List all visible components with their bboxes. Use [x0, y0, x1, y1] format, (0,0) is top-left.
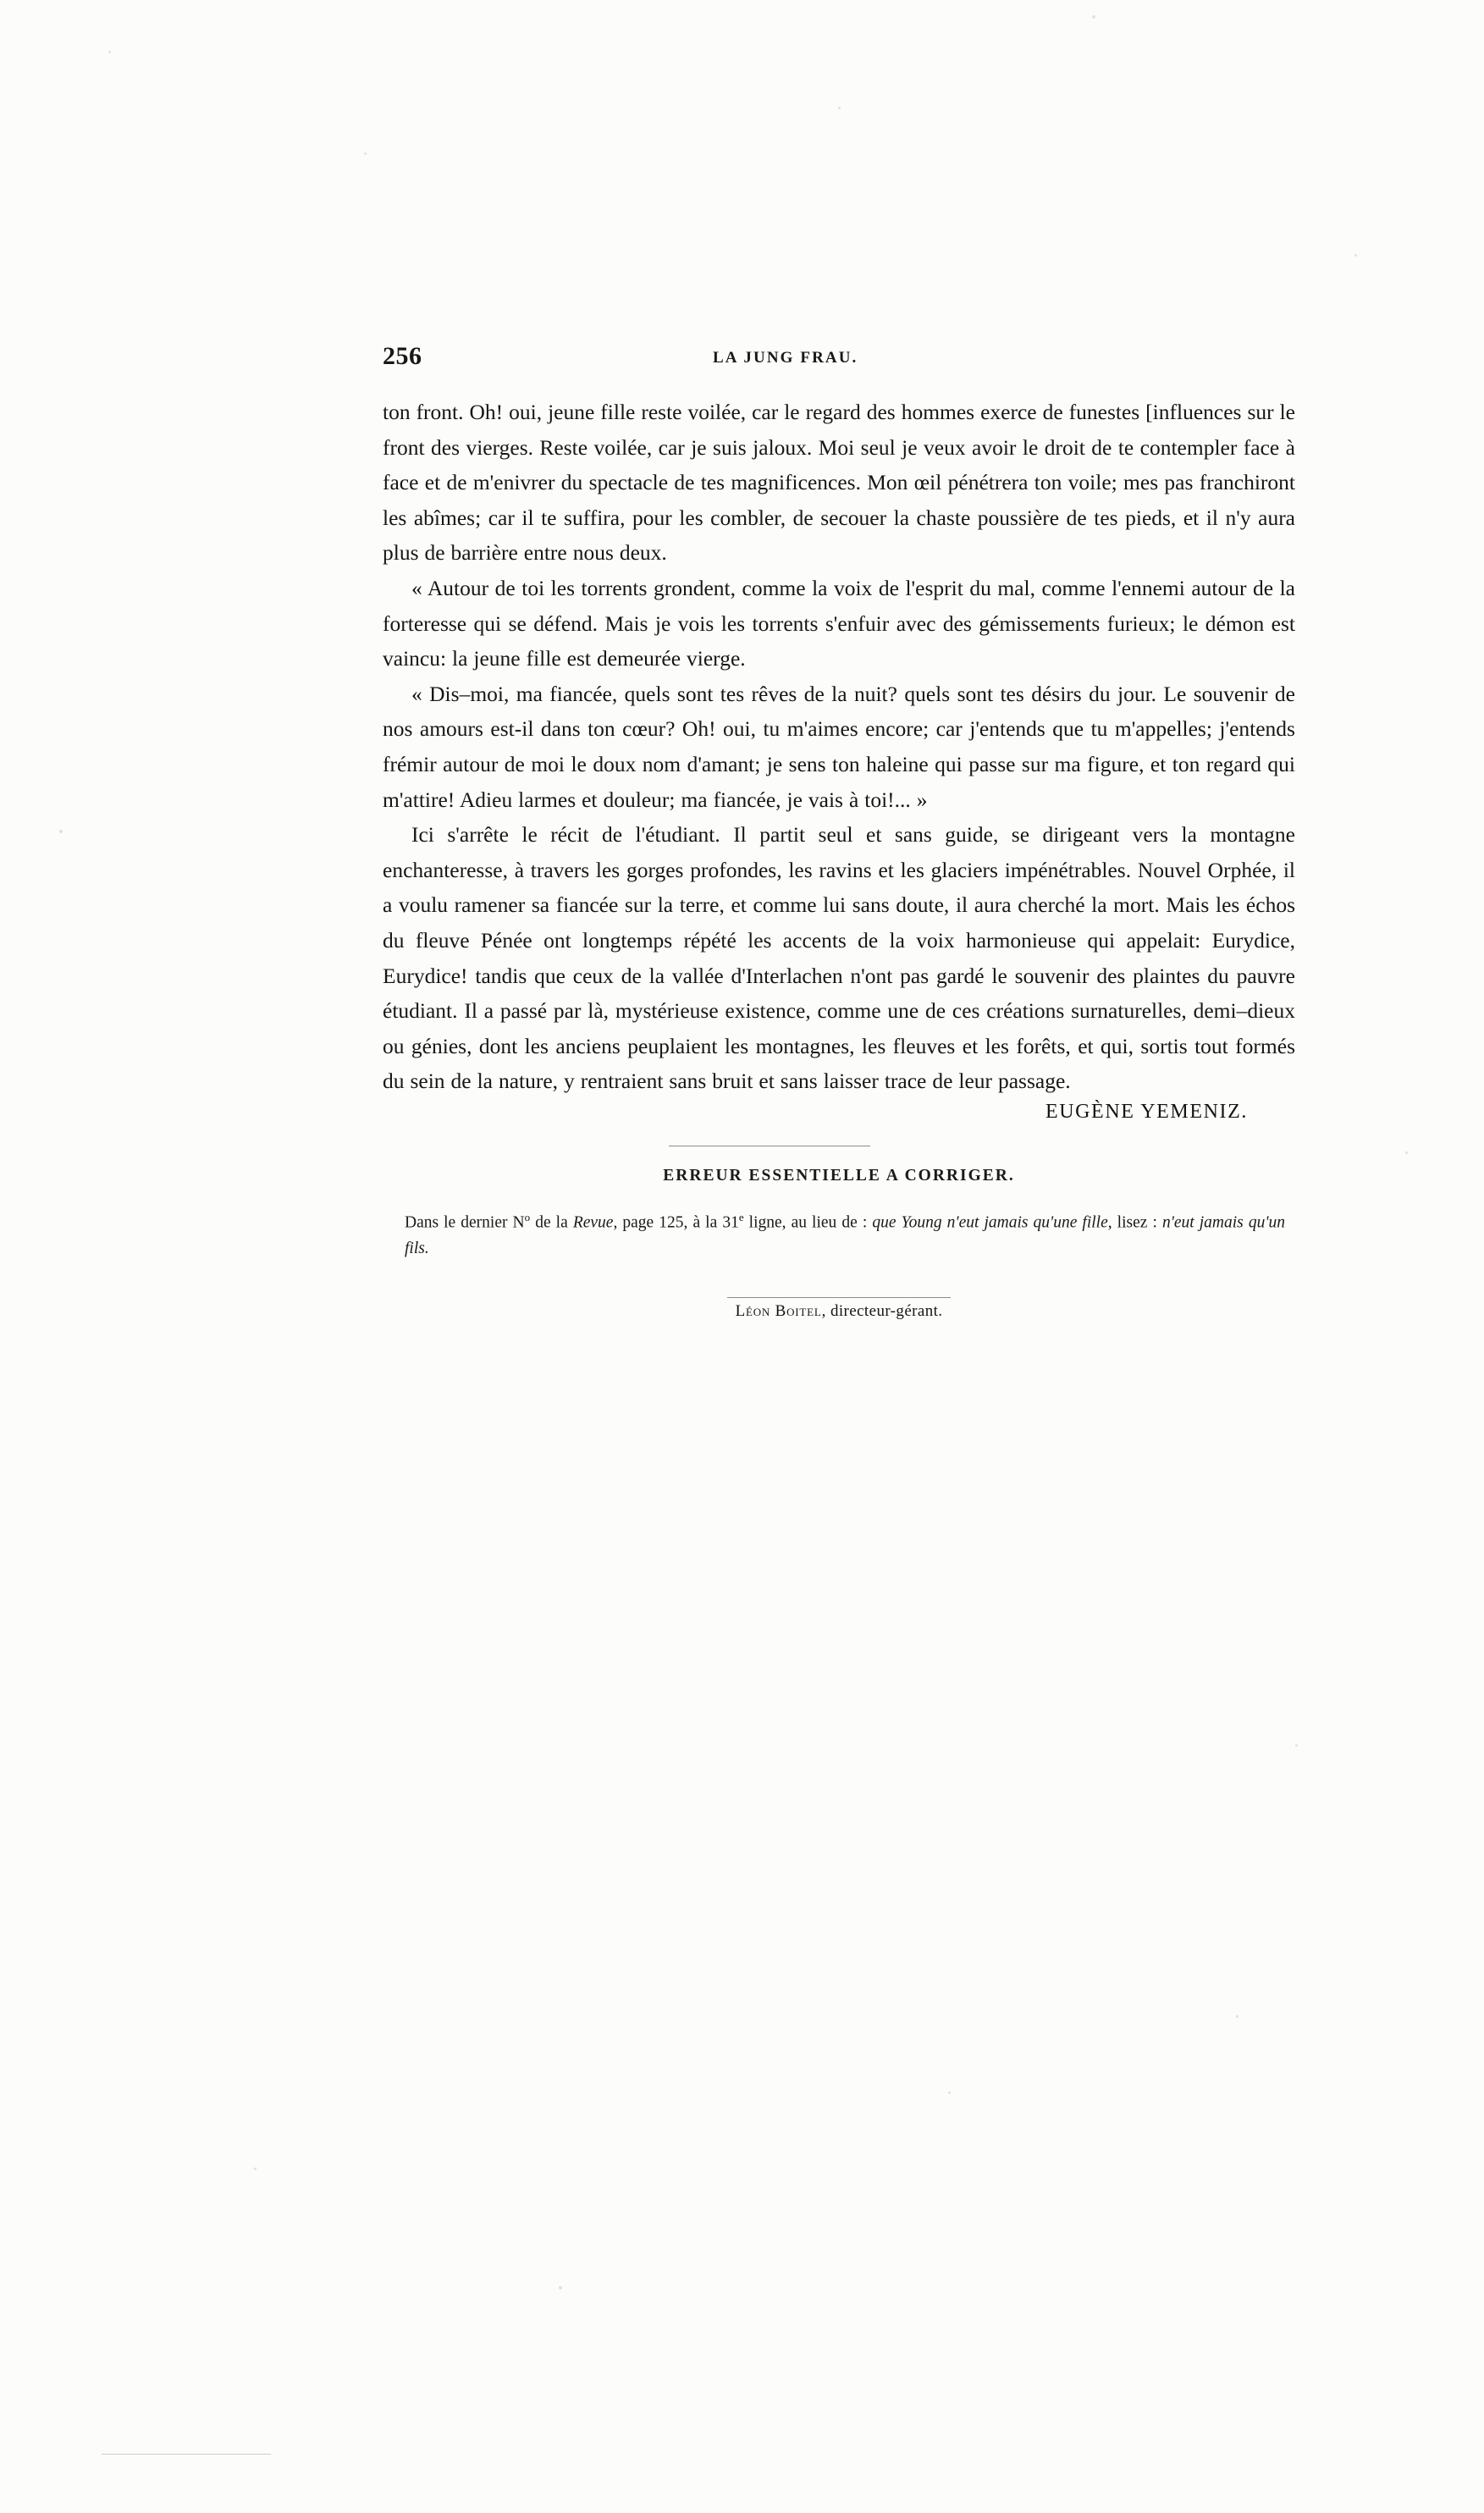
errata-page-number: 125: [659, 1213, 684, 1232]
errata-segment: Dans le dernier N: [405, 1213, 525, 1232]
paper-speck: [108, 51, 111, 53]
paper-speck: [948, 2091, 951, 2094]
text-column: [383, 339, 1295, 1321]
paper-speck: [838, 107, 841, 109]
paper-speck: [59, 830, 63, 833]
errata-title: ERREUR ESSENTIELLE A CORRIGER.: [663, 1166, 1015, 1185]
errata-superscript: o: [524, 1210, 531, 1223]
paper-speck: [254, 2168, 257, 2170]
page-number: 256: [383, 342, 422, 370]
paper-speck: [1236, 2015, 1239, 2018]
paragraph: Ici s'arrête le récit de l'étudiant. Il partit seul et sans guide, se dirigeant vers la montagne enchanteresse, à travers les gorges profondes, les ravins et les glaciers impénétrables. Nouvel Orphée, il a voulu ramener sa fiancée sur la terre, et comme lui sans doute, il aura cherché la mort. Mais les échos du fleuve Pénée ont longtemps répété les accents de la voix harmonieuse qui appelait: Eurydice, Eurydice! tandis que ceux de la vallée d'Interlachen n'ont pas gardé le souvenir des plaintes du pauvre étudiant. Il a passé par là, mystérieuse existence, comme une de ces créations surnaturelles, demi–dieux ou génies, dont les anciens peuplaient les montagnes, les fleuves et les forêts, et qui, sortis tout formés du sein de la nature, y rentraient sans bruit et sans laisser trace de leur passage.: [383, 822, 1295, 1094]
errata-italic-wrong: que Young n'eut jamais qu'une fille: [872, 1213, 1108, 1232]
paragraph: « Dis–moi, ma fiancée, quels sont tes rêves de la nuit? quels sont tes désirs du jour. Le souvenir de nos amours est-il dans ton cœur? Oh! oui, tu m'aimes encore; car j'entends que tu m'appelles; j'entends frémir autour de moi le doux nom d'amant; je sens ton haleine qui passe sur ma figure, et ton regard qui m'attire! Adieu larmes et douleur; ma fiancée, je vais à toi!... »: [383, 681, 1295, 812]
errata-italic-revue: Revue: [572, 1213, 614, 1232]
paper-speck: [559, 2286, 562, 2289]
colophon-line: [727, 1297, 952, 1321]
page-edge-mark: [102, 2454, 271, 2455]
page-header: [383, 339, 1295, 386]
paragraph: ton front. Oh! oui, jeune fille reste voilée, car le regard des hommes exerce de funestes [influences sur le front des vierges. Reste voilée, car je suis jaloux. Moi seul je veux avoir le droit de te contempler face à face et de m'enivrer du spectacle de tes magnificences. Mon œil pénétrera ton voile; mes pas franchiront les abîmes; car il te suffira, pour les combler, de secouer la chaste poussière de tes pieds, et il n'y aura plus de barrière entre nous deux.: [383, 400, 1295, 566]
author-signature: [383, 1101, 1295, 1124]
paragraph: « Autour de toi les torrents grondent, comme la voix de l'esprit du mal, comme l'ennemi autour de la forteresse qui se défend. Mais je vois les torrents s'enfuir avec des gémissements furieux; le démon est vaincu: la jeune fille est demeurée vierge.: [383, 575, 1295, 671]
author-name: EUGÈNE YEMENIZ.: [1045, 1100, 1248, 1123]
paper-speck: [1295, 1744, 1298, 1747]
publisher-name: Léon Boitel: [735, 1302, 822, 1321]
paper-speck: [1354, 254, 1357, 257]
errata-text: [383, 1204, 1295, 1262]
paper-speck: [1092, 15, 1095, 19]
paper-speck: [1405, 1152, 1408, 1154]
errata-segment: ligne, au lieu de :: [743, 1213, 873, 1232]
errata-line-superscript: e: [738, 1210, 744, 1223]
errata-line-number: 31: [722, 1213, 739, 1232]
publisher-role: , directeur-gérant.: [821, 1302, 943, 1321]
errata-italic-correct: n'eut jamais qu'un fils.: [405, 1213, 1285, 1258]
errata-segment: , à la: [683, 1213, 723, 1232]
colophon: [383, 1297, 1295, 1321]
paper-speck: [364, 152, 367, 155]
errata-segment: , lisez :: [1107, 1213, 1162, 1232]
errata-segment: , page: [613, 1213, 659, 1232]
running-title: LA JUNG FRAU.: [713, 349, 858, 367]
errata-segment: de la: [530, 1213, 573, 1232]
